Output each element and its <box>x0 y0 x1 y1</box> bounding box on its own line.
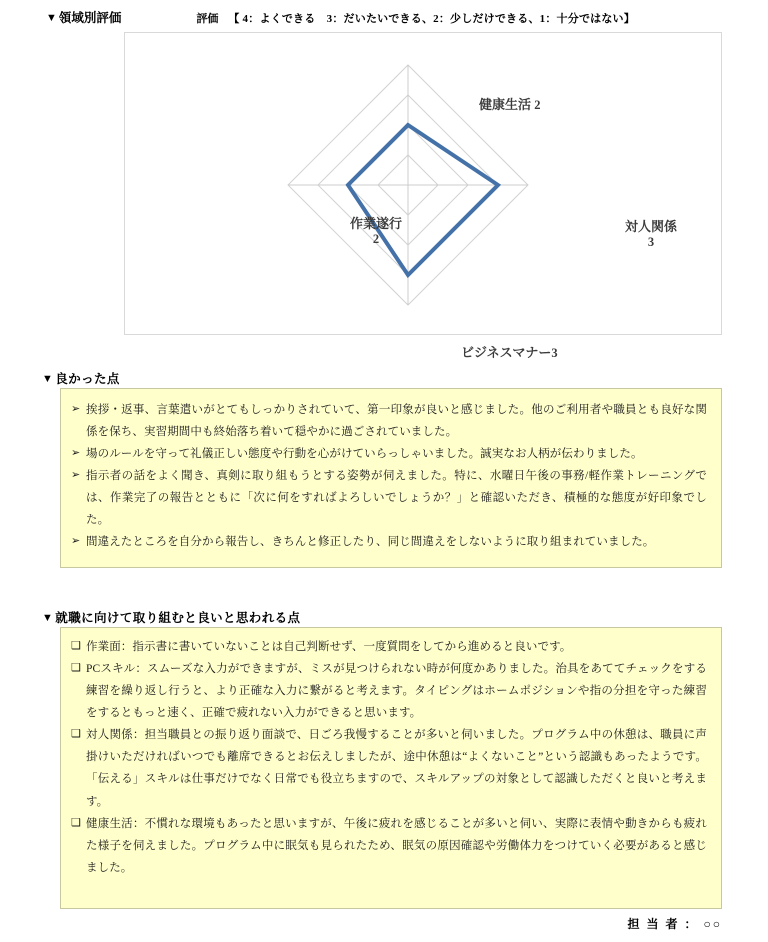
work-points-box <box>60 627 722 909</box>
list-item-text: 間違えたところを自分から報告し、きちんと修正したり、同じ間違えをしないように取り組まれていました。 <box>86 536 655 549</box>
radar-label-interpersonal-name: 対人関係 <box>625 219 678 234</box>
square-bullet-icon: ❑ <box>71 728 81 741</box>
square-bullet-icon: ❑ <box>71 662 81 675</box>
radar-label-health-value: 2 <box>534 98 541 112</box>
list-item <box>71 658 707 724</box>
good-points-list <box>71 399 707 554</box>
arrow-bullet-icon: ➢ <box>71 469 81 482</box>
radar-label-manner-name: ビジネスマナー <box>461 345 552 360</box>
rating-legend-label: 評価 <box>196 13 219 25</box>
list-item <box>71 465 707 531</box>
radar-label-task-name: 作業遂行 <box>349 216 402 231</box>
list-item-text: 指示者の話をよく聞き、真剣に取り組もうとする姿勢が伺えました。特に、水曜日午後の事務/軽作業トレーニングでは、作業完了の報告とともに「次に何をすればよろしいでしょうか？」と確認いただき、積極的な態度が好印象でした。 <box>86 470 707 527</box>
arrow-bullet-icon: ➢ <box>71 447 81 460</box>
work-points-heading <box>42 608 300 626</box>
page-header-row <box>46 8 746 26</box>
radar-label-interpersonal-value: 3 <box>647 235 655 250</box>
work-points-heading-text: 就職に向けて取り組むと良いと思われる点 <box>55 611 301 625</box>
radar-chart-container <box>124 32 722 360</box>
list-item-text: 作業面：指示書に書いていないことは自己判断せず、一度質問をしてから進めると良いです。 <box>86 641 572 653</box>
radar-chart-svg <box>125 33 721 334</box>
list-item <box>71 443 707 465</box>
list-item-text: 対人関係：担当職員との振り返り面談で、日ごろ我慢することが多いと伺いました。プログラム中の休憩は、職員に声掛けいただければいつでも離席できるとお伝えしましたが、途中休憩は“よくないこと”という認識もあったようです。「伝える」スキルは仕事だけでなく日常でも役立ちますので、スキルアップの対象として認識しただくと良いと考えます。 <box>86 729 707 808</box>
list-item-text: PCスキル：スムーズな入力ができますが、ミスが見つけられない時が何度かありました。治具をあててチェックをする練習を繰り返し行うと、より正確な入力に繋がると考えます。タイピングはホームポジションや指の分担を守った練習をするともっと速く、正確で疲れない入力ができると思います。 <box>86 663 707 720</box>
good-points-box <box>60 388 722 568</box>
list-item <box>71 399 707 443</box>
radar-label-manner-value: 3 <box>551 346 558 360</box>
triangle-marker-icon: ▼ <box>42 612 54 624</box>
arrow-bullet-icon: ➢ <box>71 535 81 548</box>
radar-label-task-value: 2 <box>372 232 380 247</box>
square-bullet-icon: ❑ <box>71 816 81 829</box>
radar-label-health <box>479 97 541 114</box>
staff-label: 担 当 者 ： <box>627 917 699 931</box>
work-points-list <box>71 636 707 879</box>
rating-legend-scale: 【 4：よくできる 3：だいたいできる、2：少しだけできる、1：十分ではない】 <box>228 13 635 25</box>
list-item <box>71 813 707 879</box>
list-item <box>71 531 707 553</box>
rating-legend <box>196 10 635 26</box>
page-title <box>46 8 121 26</box>
arrow-bullet-icon: ➢ <box>71 403 81 415</box>
list-item-text: 挨拶・返事、言葉遣いがとてもしっかりされていて、第一印象が良いと感じました。他のご利用者や職員とも良好な関係を保ち、実習期間中も終始落ち着いて穏やかに過ごされていました。 <box>86 404 707 439</box>
good-points-heading <box>42 369 120 387</box>
triangle-marker-icon: ▼ <box>42 373 54 385</box>
good-points-heading-text: 良かった点 <box>55 372 120 386</box>
square-bullet-icon: ❑ <box>71 640 81 652</box>
radar-label-health-name: 健康生活 <box>479 97 532 112</box>
radar-label-interpersonal <box>625 219 677 251</box>
page-title-text: 領域別評価 <box>58 11 122 25</box>
triangle-marker-icon: ▼ <box>46 12 57 24</box>
list-item <box>71 724 707 812</box>
list-item-text: 場のルールを守って礼儀正しい態度や行動を心がけていらっしゃいました。誠実なお人柄が伝わりました。 <box>86 448 643 461</box>
list-item-text: 健康生活：不慣れな環境もあったと思いますが、午後に疲れを感じることが多いと伺い、実際に表情や動きからも疲れた様子を伺えました。プログラム中に眠気も見られたため、眠気の原因確認や労働体力をつけていく必要があると感じました。 <box>86 817 707 874</box>
radar-label-manner <box>461 345 558 362</box>
staff-value: ○○ <box>703 917 722 931</box>
radar-label-task <box>343 216 409 248</box>
list-item <box>71 636 707 658</box>
staff-footer <box>627 915 722 932</box>
